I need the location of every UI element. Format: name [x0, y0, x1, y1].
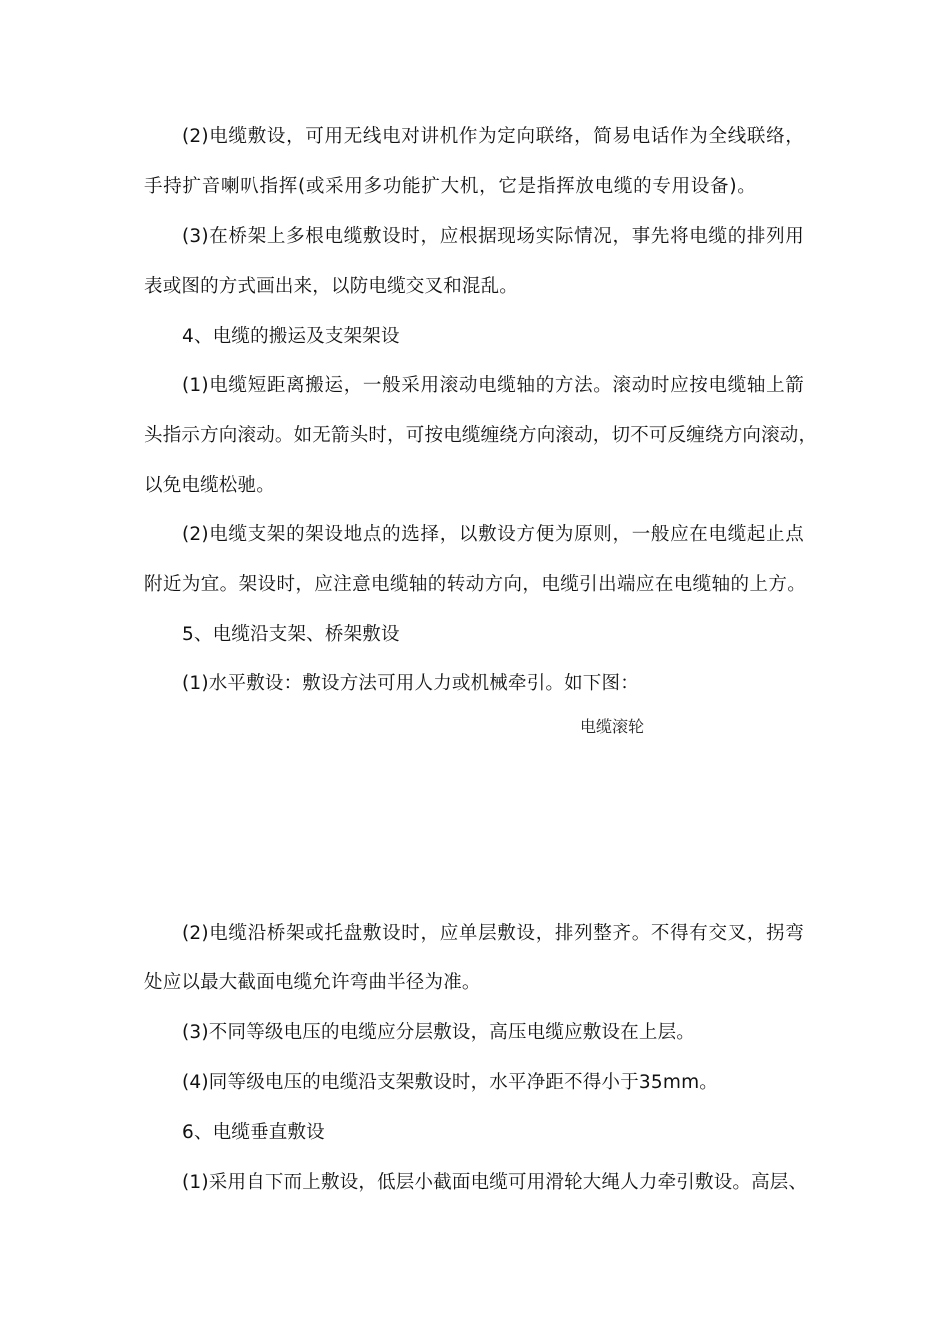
paragraph-line: (1)水平敷设：敷设方法可用人力或机械牵引。如下图：	[182, 673, 639, 694]
paragraph-line: (1)采用自下而上敷设，低层小截面电缆可用滑轮大绳人力牵引敷设。高层、	[182, 1172, 808, 1193]
figure-caption: 电缆滚轮	[580, 717, 645, 736]
paragraph-line: (3)不同等级电压的电缆应分层敷设，高压电缆应敷设在上层。	[182, 1022, 696, 1043]
section-heading: 6、电缆垂直敷设	[182, 1122, 325, 1143]
paragraph-line: 手持扩音喇叭指挥(或采用多功能扩大机，它是指挥放电缆的专用设备)。	[144, 176, 756, 197]
paragraph-line: 表或图的方式画出来，以防电缆交叉和混乱。	[144, 276, 519, 297]
paragraph-line: (3)在桥架上多根电缆敷设时，应根据现场实际情况，事先将电缆的排列用	[182, 226, 804, 247]
paragraph-line: 附近为宜。架设时，应注意电缆轴的转动方向，电缆引出端应在电缆轴的上方。	[144, 574, 806, 595]
paragraph-line: (2)电缆沿桥架或托盘敷设时，应单层敷设，排列整齐。不得有交叉，拐弯	[182, 923, 804, 944]
paragraph-line: 头指示方向滚动。如无箭头时，可按电缆缠绕方向滚动，切不可反缠绕方向滚动，	[144, 425, 818, 446]
section-heading: 4、电缆的搬运及支架架设	[182, 326, 400, 347]
paragraph-line: (2)电缆支架的架设地点的选择，以敷设方便为原则，一般应在电缆起止点	[182, 524, 804, 545]
paragraph-line: (1)电缆短距离搬运，一般采用滚动电缆轴的方法。滚动时应按电缆轴上箭	[182, 375, 804, 396]
paragraph-line: (2)电缆敷设，可用无线电对讲机作为定向联络，简易电话作为全线联络，	[182, 126, 804, 147]
paragraph-line: (4)同等级电压的电缆沿支架敷设时，水平净距不得小于35mm。	[182, 1072, 718, 1093]
paragraph-line: 处应以最大截面电缆允许弯曲半径为准。	[144, 972, 481, 993]
paragraph-line: 以免电缆松驰。	[144, 475, 275, 496]
section-heading: 5、电缆沿支架、桥架敷设	[182, 624, 400, 645]
